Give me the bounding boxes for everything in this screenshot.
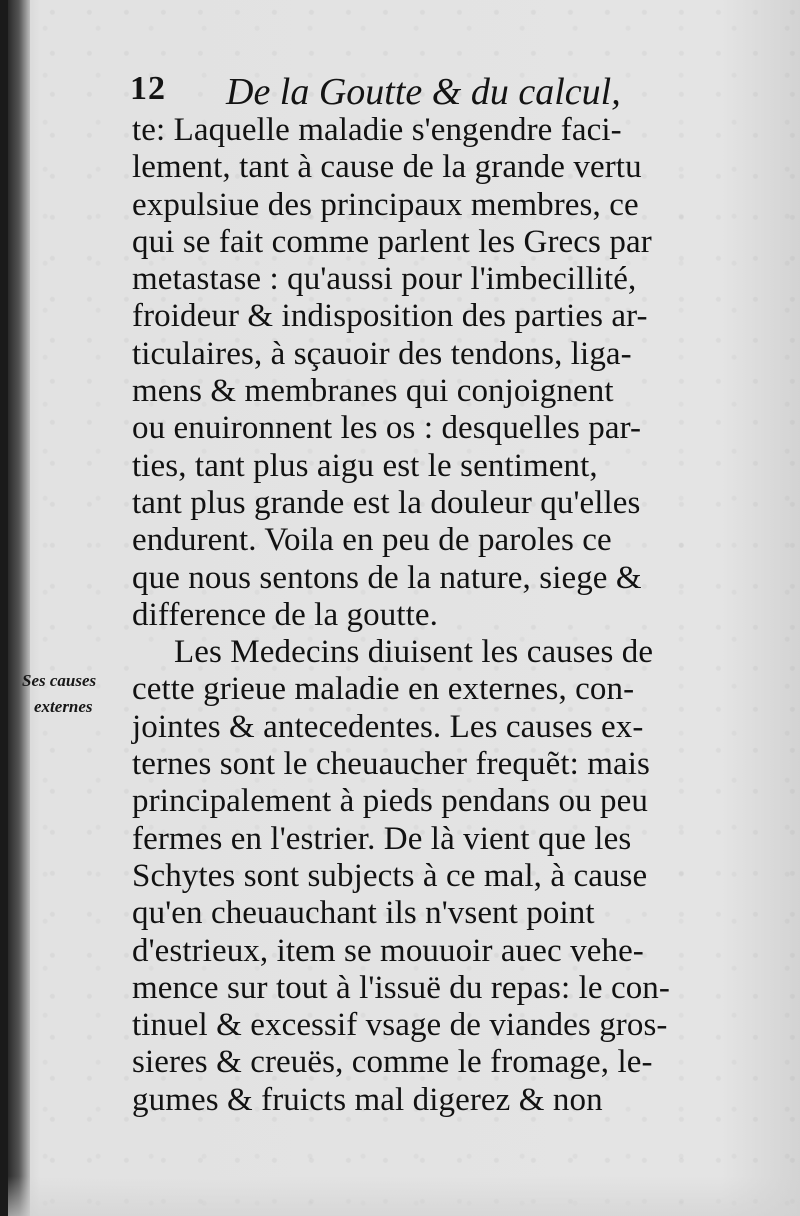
text-line: tant plus grande est la douleur qu'elles [132, 484, 641, 521]
text-line: Schytes sont subjects à ce mal, à cause [132, 857, 648, 894]
text-line: tinuel & excessif vsage de viandes gros- [132, 1007, 668, 1044]
text-line: gumes & fruicts mal digerez & non [132, 1081, 603, 1118]
page-number: 12 [130, 70, 166, 107]
text-line: cette grieue maladie en externes, con- [132, 671, 635, 708]
text-line: metastase : qu'aussi pour l'imbecillité, [132, 261, 637, 298]
text-line: fermes en l'estrier. De là vient que les [132, 820, 632, 857]
margin-note [22, 668, 132, 720]
text-line: expulsiue des principaux membres, ce [132, 186, 639, 223]
text-line: mens & membranes qui conjoignent [132, 373, 614, 410]
text-line: qui se fait comme parlent les Grecs par [132, 223, 652, 260]
paragraph-first-line: Les Medecins diuisent les causes de [174, 634, 654, 671]
text-line: endurent. Voila en peu de paroles ce [132, 522, 612, 559]
text-line: te: Laquelle maladie s'engendre faci- [132, 112, 622, 148]
margin-note-line: Ses causes [22, 671, 97, 690]
text-line: d'estrieux, item se mouuoir auec vehe- [132, 932, 644, 969]
book-page [8, 0, 800, 1216]
text-line: que nous sentons de la nature, siege & [132, 559, 642, 596]
text-line: ties, tant plus aigu est le sentiment, [132, 447, 598, 484]
text-line: sieres & creuës, comme le fromage, le- [132, 1044, 653, 1081]
text-line: ou enuironnent les os : desquelles par- [132, 410, 642, 447]
text-line: froideur & indisposition des parties ar- [132, 298, 648, 335]
text-line: principalement à pieds pendans ou peu [132, 783, 648, 820]
margin-note-line: externes [34, 697, 93, 716]
text-line: mence sur tout à l'issuë du repas: le con- [132, 969, 670, 1006]
text-line: lement, tant à cause de la grande vertu [132, 149, 642, 186]
text-line: difference de la goutte. [132, 596, 438, 633]
body-text [132, 112, 722, 1119]
text-line: qu'en cheuauchant ils n'vsent point [132, 895, 595, 932]
binding-shadow [8, 0, 30, 1216]
text-line: ticulaires, à sçauoir des tendons, liga- [132, 335, 632, 372]
running-title: De la Goutte & du calcul, [226, 71, 621, 113]
text-line: jointes & antecedentes. Les causes ex- [132, 708, 644, 745]
text-line: ternes sont le cheuaucher frequẽt: mais [132, 746, 650, 783]
bottom-fade [8, 1176, 800, 1216]
